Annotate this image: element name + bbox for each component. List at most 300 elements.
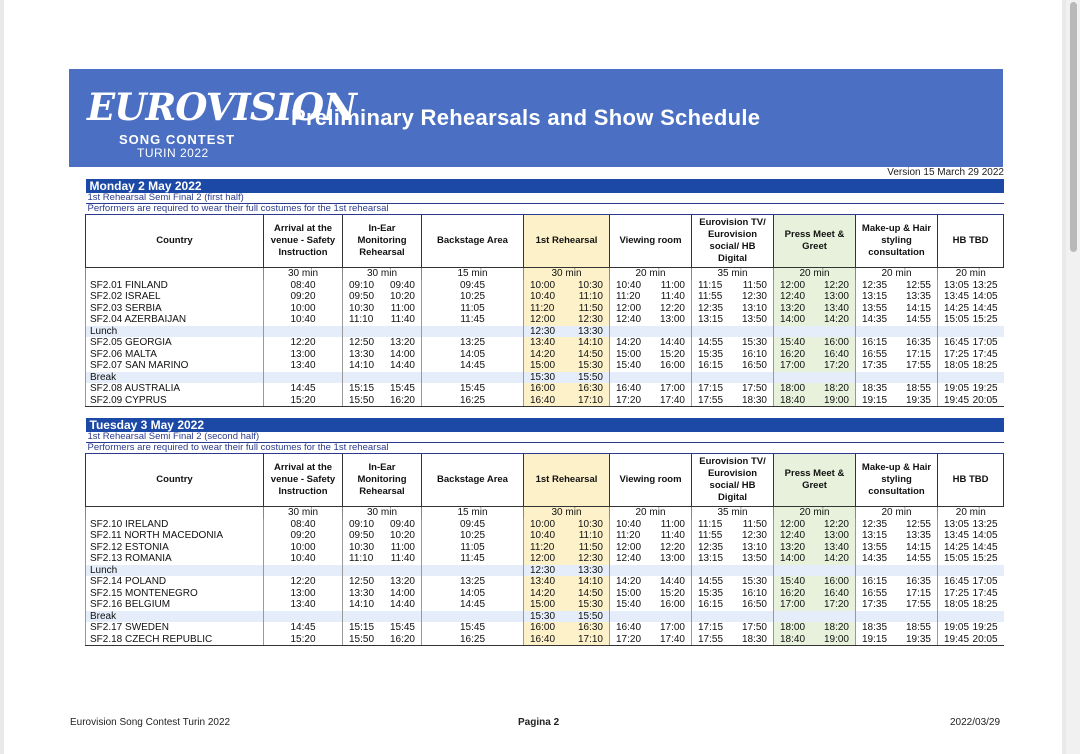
viewing-time-start: 10:40 [616,518,642,530]
country-cell: SF2.08 AUSTRALIA [86,383,264,395]
viewing-time-end: 13:00 [659,553,685,565]
duration-label: 35 min [692,507,774,519]
makeup-time-end: 12:55 [905,279,931,291]
press-time-end: 12:20 [823,518,849,530]
empty-cell [422,326,524,338]
hb-time-end: 19:25 [972,383,998,395]
viewing-time-end: 11:00 [660,279,685,291]
rehearsal-time-end: 11:50 [578,541,603,553]
rehearsal-time-end: 16:30 [577,622,603,634]
viewing-time-start: 11:20 [616,291,641,303]
table-row [86,576,1004,588]
rehearsal-time-end: 10:30 [577,518,603,530]
press-time [774,291,856,303]
in-ear-time-start: 10:30 [349,541,375,553]
rehearsal-time-start: 13:40 [530,337,556,349]
hb-time-end: 20:05 [972,633,998,645]
day-heading: Monday 2 May 2022 [86,179,1004,193]
hb-time-end: 14:45 [972,541,998,553]
hb-time [938,622,1004,634]
in-ear-time-end: 14:00 [389,587,415,599]
empty-cell [938,565,1004,577]
tv-social-time [692,576,774,588]
tv-social-time-end: 18:30 [741,633,767,645]
column-header: Make-up & Hair styling consultation [856,215,938,268]
hb-time [938,542,1004,554]
backstage-time: 10:25 [422,291,524,303]
press-time [774,314,856,326]
hb-time [938,395,1004,407]
makeup-time [856,553,938,565]
press-time-end: 13:00 [823,530,849,542]
hb-time [938,303,1004,315]
rehearsal-time-start: 12:00 [530,553,556,565]
in-ear-time-start: 14:10 [349,599,375,611]
rehearsal-time [524,542,610,554]
press-time-end: 16:40 [823,348,849,360]
in-ear-time-end: 14:00 [389,348,415,360]
hb-time-end: 13:25 [972,518,998,530]
column-header: Arrival at the venue - Safety Instruction [264,215,343,268]
hb-time-end: 15:25 [972,553,998,565]
viewing-time-end: 17:40 [659,633,685,645]
makeup-time-start: 16:55 [862,587,888,599]
viewing-time-end: 11:40 [660,530,685,542]
tv-social-time-start: 15:35 [698,348,724,360]
hb-time-start: 18:05 [944,599,970,611]
press-time-start: 13:20 [780,541,806,553]
break-time [524,611,610,623]
table-row [86,291,1004,303]
viewing-time-start: 15:40 [616,599,642,611]
makeup-time-start: 14:35 [862,553,888,565]
footer-page-number: Pagina 2 [518,717,560,728]
duration-label: 20 min [856,268,938,280]
tv-social-time [692,530,774,542]
in-ear-time [343,530,422,542]
country-cell: SF2.04 AZERBAIJAN [86,314,264,326]
in-ear-time-start: 15:50 [349,394,375,406]
table-row [86,314,1004,326]
viewing-time-end: 16:00 [659,360,685,372]
hb-time-end: 20:05 [972,394,998,406]
arrival-time: 10:40 [264,553,343,565]
in-ear-time [343,599,422,611]
backstage-time: 16:25 [422,634,524,646]
footer-date: 2022/03/29 [950,717,1001,728]
break-time-end: 15:50 [577,610,603,622]
country-cell: SF2.18 CZECH REPUBLIC [86,634,264,646]
rehearsal-time-end: 14:50 [577,348,603,360]
tv-social-time [692,553,774,565]
break-time [524,565,610,577]
press-time-start: 12:40 [780,291,806,303]
duration-label: 15 min [422,507,524,519]
column-header: Backstage Area [422,454,524,507]
in-ear-time-start: 14:10 [349,360,375,372]
viewing-time-start: 16:40 [616,383,642,395]
backstage-time: 14:05 [422,349,524,361]
viewing-time-end: 12:20 [659,541,685,553]
makeup-time-end: 19:35 [905,633,931,645]
arrival-time: 12:20 [264,576,343,588]
press-time-end: 14:20 [823,553,849,565]
tv-social-time-end: 12:30 [741,530,767,542]
tv-social-time-start: 11:15 [698,518,723,530]
country-cell: SF2.07 SAN MARINO [86,360,264,372]
viewing-time [610,349,692,361]
press-time-start: 18:00 [780,383,806,395]
hb-time-end: 13:25 [972,279,998,291]
table-row [86,303,1004,315]
table-row [86,349,1004,361]
in-ear-time-start: 09:50 [349,291,375,303]
in-ear-time [343,553,422,565]
viewing-time-end: 15:20 [659,348,685,360]
viewing-time [610,622,692,634]
rehearsal-time-start: 10:00 [530,279,556,291]
makeup-time [856,542,938,554]
hb-time-start: 15:05 [944,314,970,326]
rehearsal-time-end: 12:30 [577,314,603,326]
press-time [774,303,856,315]
table-row [86,395,1004,407]
in-ear-time-start: 09:50 [349,530,375,542]
makeup-time [856,519,938,531]
rehearsal-time-start: 16:00 [530,622,556,634]
tv-social-time-end: 16:50 [741,360,767,372]
empty-cell [774,565,856,577]
section-note: 1st Rehearsal Semi Final 2 (first half) [86,193,1004,204]
column-header: Viewing room [610,215,692,268]
backstage-time: 13:25 [422,576,524,588]
rehearsal-time-end: 15:30 [577,599,603,611]
tv-social-time-end: 15:30 [741,576,767,588]
day-heading: Tuesday 3 May 2022 [86,418,1004,432]
hb-time-start: 14:25 [944,541,970,553]
tv-social-time [692,634,774,646]
logo-location: TURIN 2022 [137,146,209,160]
break-time-start: 12:30 [530,325,556,337]
column-header: In-Ear Monitoring Rehearsal [343,454,422,507]
hb-time-start: 19:45 [944,633,970,645]
press-time-end: 13:40 [823,541,849,553]
duration-label [86,268,264,280]
arrival-time: 09:20 [264,530,343,542]
hb-time-end: 17:05 [972,337,998,349]
viewing-time-end: 11:00 [660,518,685,530]
scrollbar-thumb[interactable] [1070,2,1077,252]
hb-time-start: 16:45 [944,337,970,349]
duration-label: 20 min [856,507,938,519]
rehearsal-time-start: 10:00 [530,518,556,530]
viewing-time [610,280,692,292]
duration-label: 15 min [422,268,524,280]
country-cell: SF2.02 ISRAEL [86,291,264,303]
backstage-time: 10:25 [422,530,524,542]
break-time-start: 15:30 [530,371,556,383]
rehearsal-time-end: 11:10 [578,291,603,303]
press-time [774,634,856,646]
country-cell: SF2.01 FINLAND [86,280,264,292]
in-ear-time-end: 16:20 [389,394,415,406]
table-row [86,372,1004,384]
empty-cell [938,372,1004,384]
makeup-time-start: 18:35 [862,622,888,634]
press-time-end: 17:20 [823,599,849,611]
press-time [774,588,856,600]
press-time-start: 15:40 [780,576,806,588]
duration-label: 20 min [610,268,692,280]
country-cell: SF2.17 SWEDEN [86,622,264,634]
in-ear-time-start: 13:30 [349,348,375,360]
empty-cell [422,565,524,577]
in-ear-time-end: 15:45 [389,622,415,634]
hb-time-end: 14:05 [972,291,998,303]
viewing-time [610,599,692,611]
arrival-time: 13:40 [264,360,343,372]
hb-time [938,383,1004,395]
press-time-end: 19:00 [823,633,849,645]
rehearsal-time-start: 10:40 [530,530,556,542]
hb-time [938,553,1004,565]
press-time-end: 16:40 [823,587,849,599]
press-time-start: 18:40 [780,394,806,406]
hb-time-end: 14:05 [972,530,998,542]
press-time-start: 17:00 [780,360,806,372]
hb-time-end: 17:05 [972,576,998,588]
hb-time-start: 17:25 [944,348,970,360]
table-row [86,326,1004,338]
in-ear-time [343,349,422,361]
press-time-end: 18:20 [823,383,849,395]
tv-social-time-end: 12:30 [741,291,767,303]
empty-cell [856,611,938,623]
viewing-time [610,291,692,303]
backstage-time: 11:45 [422,553,524,565]
makeup-time-end: 17:15 [905,348,931,360]
viewing-time-start: 14:20 [616,337,642,349]
empty-cell [343,372,422,384]
duration-label: 20 min [774,507,856,519]
duration-label: 20 min [938,507,1004,519]
country-cell: SF2.16 BELGIUM [86,599,264,611]
tv-social-time [692,383,774,395]
column-header: Press Meet & Greet [774,454,856,507]
rehearsal-time [524,303,610,315]
duration-label: 30 min [264,507,343,519]
hb-time-start: 19:05 [944,622,970,634]
empty-cell [422,611,524,623]
hb-time-start: 13:45 [944,530,970,542]
viewing-time [610,553,692,565]
column-header: Eurovision TV/ Eurovision social/ HB Digital [692,215,774,268]
tv-social-time-start: 14:55 [698,337,724,349]
empty-cell [692,372,774,384]
press-time-end: 16:00 [823,337,849,349]
viewing-time-start: 16:40 [616,622,642,634]
viewing-time-end: 17:00 [659,622,685,634]
in-ear-time [343,314,422,326]
tv-social-time [692,337,774,349]
hb-time-start: 16:45 [944,576,970,588]
press-time-start: 18:40 [780,633,806,645]
in-ear-time [343,280,422,292]
tv-social-time-start: 11:15 [698,279,723,291]
makeup-time-start: 16:15 [862,337,888,349]
makeup-time-start: 16:15 [862,576,888,588]
arrival-time: 13:40 [264,599,343,611]
in-ear-time-start: 09:10 [349,279,375,291]
makeup-time-start: 12:35 [862,518,888,530]
tv-social-time-end: 17:50 [741,383,767,395]
press-time [774,519,856,531]
hb-time-end: 17:45 [972,348,998,360]
tv-social-time-start: 12:35 [698,541,724,553]
empty-cell [264,611,343,623]
hb-time-start: 19:45 [944,394,970,406]
viewing-time-start: 10:40 [616,279,642,291]
press-time-start: 14:00 [780,314,806,326]
makeup-time-end: 17:55 [905,599,931,611]
in-ear-time-end: 15:45 [389,383,415,395]
duration-label: 30 min [524,268,610,280]
arrival-time: 13:00 [264,349,343,361]
arrival-time: 13:00 [264,588,343,600]
country-cell: SF2.12 ESTONIA [86,542,264,554]
column-header: HB TBD [938,454,1004,507]
table-row [86,519,1004,531]
rehearsal-time-start: 16:40 [530,633,556,645]
in-ear-time-end: 16:20 [389,633,415,645]
viewing-time [610,542,692,554]
hb-time-end: 19:25 [972,622,998,634]
makeup-time-end: 13:35 [905,530,931,542]
press-time [774,337,856,349]
makeup-time-start: 13:15 [862,530,888,542]
tv-social-time [692,599,774,611]
empty-cell [610,372,692,384]
press-time [774,530,856,542]
makeup-time-start: 14:35 [862,314,888,326]
viewing-time-start: 17:20 [616,633,642,645]
schedule-table-tuesday [85,418,1004,646]
tv-social-time [692,395,774,407]
country-cell: SF2.14 POLAND [86,576,264,588]
hb-time-start: 18:05 [944,360,970,372]
makeup-time-end: 16:35 [905,576,931,588]
press-time [774,360,856,372]
scrollbar[interactable] [1066,0,1080,754]
column-header: HB TBD [938,215,1004,268]
rehearsal-time-start: 11:20 [530,302,555,314]
in-ear-time [343,622,422,634]
viewing-time-start: 12:00 [616,302,642,314]
table-row [86,611,1004,623]
hb-time-start: 14:25 [944,302,970,314]
table-row [86,360,1004,372]
empty-cell [774,611,856,623]
makeup-time [856,291,938,303]
rehearsal-time-end: 17:10 [577,633,603,645]
tv-social-time [692,314,774,326]
duration-label: 30 min [264,268,343,280]
press-time-start: 12:00 [780,518,806,530]
in-ear-time-start: 13:30 [349,587,375,599]
viewing-time-end: 17:40 [659,394,685,406]
makeup-time [856,634,938,646]
table-row [86,337,1004,349]
country-cell: SF2.05 GEORGIA [86,337,264,349]
rehearsal-time-start: 13:40 [530,576,556,588]
rehearsal-time-end: 11:10 [578,530,603,542]
makeup-time [856,576,938,588]
tv-social-time [692,588,774,600]
in-ear-time [343,291,422,303]
empty-cell [856,372,938,384]
viewing-time-start: 11:20 [616,530,641,542]
rehearsal-time [524,360,610,372]
press-time-end: 12:20 [823,279,849,291]
in-ear-time-start: 15:15 [349,383,375,395]
viewing-time-start: 12:40 [616,314,642,326]
press-time [774,383,856,395]
duration-label: 35 min [692,268,774,280]
empty-cell [343,326,422,338]
arrival-time: 10:00 [264,303,343,315]
column-header: 1st Rehearsal [524,215,610,268]
backstage-time: 16:25 [422,395,524,407]
viewing-time [610,395,692,407]
makeup-time-end: 19:35 [905,394,931,406]
country-cell: SF2.11 NORTH MACEDONIA [86,530,264,542]
in-ear-time [343,588,422,600]
makeup-time [856,588,938,600]
in-ear-time-end: 14:40 [389,360,415,372]
country-cell: SF2.03 SERBIA [86,303,264,315]
tv-social-time [692,291,774,303]
viewing-time-end: 15:20 [659,587,685,599]
makeup-time [856,280,938,292]
viewing-time [610,383,692,395]
break-time-end: 13:30 [577,325,603,337]
viewing-time [610,314,692,326]
in-ear-time-start: 12:50 [349,576,375,588]
hb-time-end: 17:45 [972,587,998,599]
in-ear-time [343,383,422,395]
in-ear-time-start: 12:50 [349,337,375,349]
in-ear-time [343,542,422,554]
in-ear-time [343,519,422,531]
makeup-time-end: 17:15 [905,587,931,599]
country-cell: SF2.09 CYPRUS [86,395,264,407]
hb-time [938,519,1004,531]
press-time-start: 12:40 [780,530,806,542]
makeup-time [856,349,938,361]
empty-cell [692,611,774,623]
hb-time [938,337,1004,349]
table-row [86,530,1004,542]
tv-social-time-start: 14:55 [698,576,724,588]
rehearsal-time [524,291,610,303]
in-ear-time [343,395,422,407]
press-time-end: 13:40 [823,302,849,314]
in-ear-time-start: 11:10 [349,314,374,326]
in-ear-time-start: 11:10 [349,553,374,565]
tv-social-time-start: 11:55 [698,530,723,542]
viewing-time-end: 17:00 [659,383,685,395]
table-row [86,280,1004,292]
